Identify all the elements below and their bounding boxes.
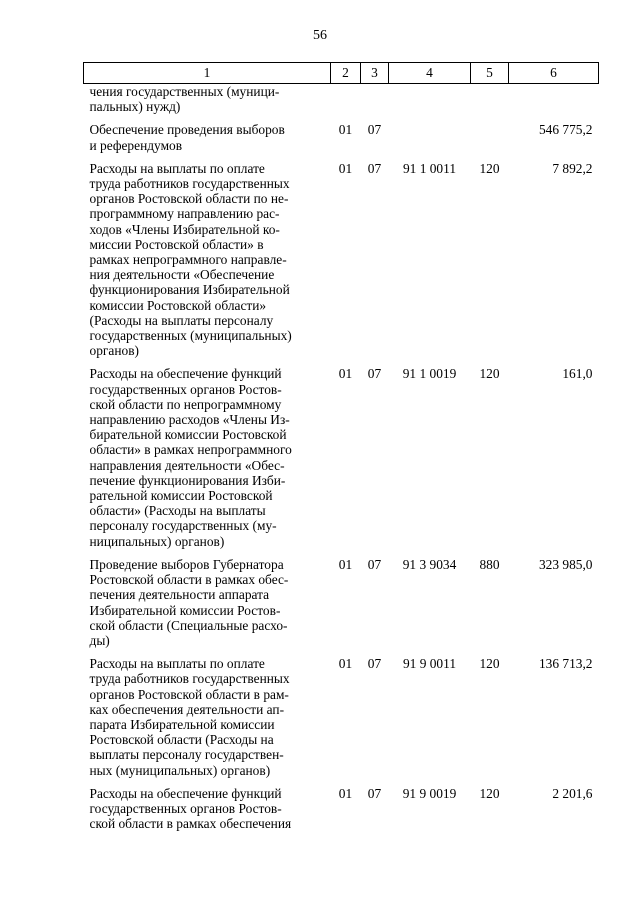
row-description [84,656,331,786]
amount-value [509,84,599,123]
description-line: ках обеспечения деятельности ап- [89,701,285,717]
description-line: и референдумов [89,137,183,153]
description-line: ской области в рамках обеспечения [89,816,292,832]
description-line: органов Ростовской области по не- [89,191,289,207]
description-line: миссии Ростовской области» в [89,236,264,252]
description-line: Обеспечение проведения выборов [89,122,285,138]
table-row [84,557,599,656]
expense-type-code: 120 [479,656,500,672]
column-header: 4 [389,63,471,84]
expense-type-code: 120 [479,160,500,176]
description-line: труда работников государственных [89,671,290,687]
description-line: ниципальных) органов) [89,533,225,549]
description-line: рамках непрограммного направле- [89,252,287,268]
description-line: области» (Расходы на выплаты [89,503,266,519]
section-code: 01 [338,366,353,382]
row-description [84,366,331,556]
table-header-row [84,63,599,84]
section-code: 01 [338,556,353,572]
description-line: персоналу государственных (му- [89,518,277,534]
description-line: (Расходы на выплаты персоналу [89,312,274,328]
description-line: ской области (Специальные расхо- [89,617,288,633]
expense-type-code [471,84,509,123]
column-header: 5 [471,63,509,84]
table-row [84,161,599,367]
description-line: парата Избирательной комиссии [89,716,275,732]
target-item-code: 91 1 0011 [402,160,457,176]
column-header: 6 [509,63,599,84]
row-description [84,84,331,123]
description-line: выплаты персоналу государствен- [89,747,284,763]
expense-type-code [471,122,509,160]
table-row [84,656,599,786]
amount-value: 161,0 [562,366,593,382]
expense-type-code: 880 [479,556,500,572]
target-item-code: 91 3 9034 [402,556,457,572]
table-row [84,786,599,840]
description-line: бирательной комиссии Ростовской [89,427,287,443]
column-header: 1 [84,63,331,84]
description-line: ской области по непрограммному [89,396,282,412]
amount-value: 546 775,2 [538,122,593,138]
description-line: государственных (муниципальных) [89,328,292,344]
row-description [84,786,331,840]
description-line: ходов «Члены Избирательной ко- [89,221,280,237]
description-line: программному направлению рас- [89,206,280,222]
subsection-code: 07 [367,656,382,672]
section-code: 01 [338,785,353,801]
budget-table [83,62,599,839]
subsection-code: 07 [367,160,382,176]
description-line: Ростовской области (Расходы на [89,732,274,748]
section-code: 01 [338,122,353,138]
amount-value: 323 985,0 [538,556,593,572]
column-header: 3 [361,63,389,84]
description-line: области» в рамках непрограммного [89,442,292,458]
description-line: органов Ростовской области в рам- [89,686,289,702]
target-item-code: 91 1 0019 [402,366,457,382]
target-item-code: 91 9 0011 [402,656,457,672]
subsection-code: 07 [367,556,382,572]
description-line: направлению расходов «Члены Из- [89,412,290,428]
row-description [84,557,331,656]
description-line: рательной комиссии Ростовской [89,488,273,504]
description-line: Проведение выборов Губернатора [89,556,284,572]
row-description [84,122,331,160]
description-line: направления деятельности «Обес- [89,457,285,473]
row-description [84,161,331,367]
description-line: ния деятельности «Обеспечение [89,267,275,283]
page-number: 56 [313,28,327,43]
description-line: печения деятельности аппарата [89,587,270,603]
target-item-code [389,122,471,160]
description-line: Расходы на обеспечение функций [89,785,282,801]
column-header: 2 [331,63,361,84]
target-item-code: 91 9 0019 [402,785,457,801]
description-line: государственных органов Ростов- [89,800,282,816]
subsection-code: 07 [367,785,382,801]
amount-value: 7 892,2 [552,160,593,176]
description-line: ных (муниципальных) органов) [89,762,271,778]
subsection-code [361,84,389,123]
table-row [84,84,599,123]
description-line: органов) [89,343,139,359]
amount-value: 2 201,6 [552,785,593,801]
description-line: печение функционирования Изби- [89,472,286,488]
table-row [84,366,599,556]
amount-value: 136 713,2 [538,656,593,672]
description-line: комиссии Ростовской области» [89,297,267,313]
description-line: государственных органов Ростов- [89,381,282,397]
description-line: Расходы на обеспечение функций [89,366,282,382]
expense-type-code: 120 [479,785,500,801]
description-line: ды) [89,632,110,648]
description-line: труда работников государственных [89,176,290,192]
section-code [331,84,361,123]
expense-type-code: 120 [479,366,500,382]
section-code: 01 [338,656,353,672]
description-line: Расходы на выплаты по оплате [89,656,265,672]
description-line: чения государственных (муници- [89,84,280,99]
table-row [84,122,599,160]
description-line: функционирования Избирательной [89,282,290,298]
description-line: Расходы на выплаты по оплате [89,160,265,176]
description-line: Избирательной комиссии Ростов- [89,602,281,618]
section-code: 01 [338,160,353,176]
description-line: Ростовской области в рамках обес- [89,572,289,588]
description-line: пальных) нужд) [89,99,181,115]
subsection-code: 07 [367,366,382,382]
target-item-code [389,84,471,123]
subsection-code: 07 [367,122,382,138]
